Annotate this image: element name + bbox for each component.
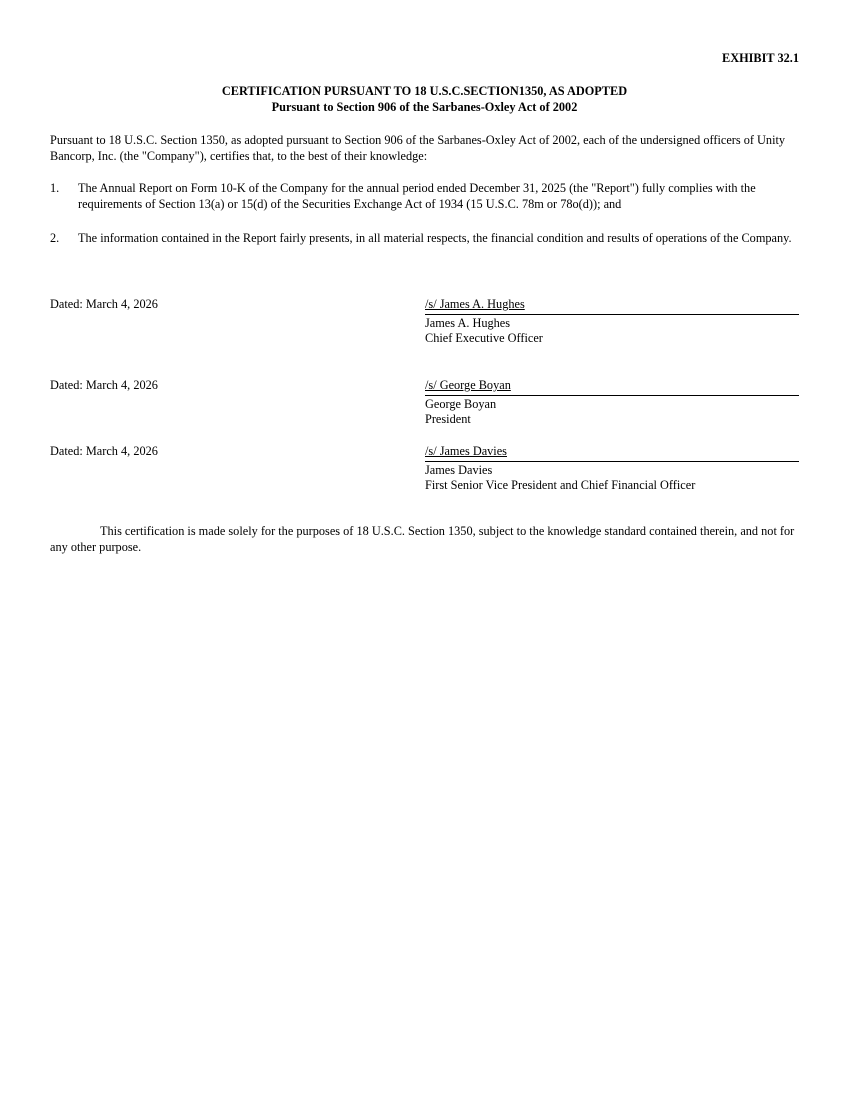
exhibit-label: EXHIBIT 32.1 xyxy=(722,51,799,65)
signer-name: James Davies xyxy=(425,462,493,477)
list-item-text: The Annual Report on Form 10-K of the Company for the annual period ended December 31, 2025 (the "Report") fully complies with the requirements of Section 13(a) or 15(d) of the Securities Exchange Act of 1934 (15 U.S.C. 78m or 78o(d)); and xyxy=(78,181,756,211)
dated-line-ceo: Dated: March 4, 2026 xyxy=(50,297,158,311)
signature-text: /s/ James A. Hughes xyxy=(425,297,525,311)
signature-text: /s/ George Boyan xyxy=(425,378,511,392)
list-item-number: 1. xyxy=(50,181,60,195)
dated-line-president: Dated: March 4, 2026 xyxy=(50,378,158,392)
list-item-2 xyxy=(50,231,802,247)
list-item-number: 2. xyxy=(50,231,60,245)
signature-block-cfo xyxy=(425,444,799,494)
signer-name: George Boyan xyxy=(425,396,497,411)
title-line-1: CERTIFICATION PURSUANT TO 18 U.S.C.SECTION1350, AS ADOPTED xyxy=(221,84,628,98)
intro-paragraph: Pursuant to 18 U.S.C. Section 1350, as adopted pursuant to Section 906 of the Sarbanes-Oxley Act of 2002, each of the undersigned officers of Unity Bancorp, Inc. (the "Company"), certifies that, to the best of their knowledge: xyxy=(50,133,786,163)
signer-title: Chief Executive Officer xyxy=(425,331,543,346)
signer-title: President xyxy=(425,412,471,427)
list-item-text: The information contained in the Report fairly presents, in all material respects, the financial condition and results of operations of the Company. xyxy=(78,231,792,245)
signature-block-ceo xyxy=(425,297,799,347)
signature-block-president xyxy=(425,378,799,428)
signature-line xyxy=(425,297,799,315)
signature-line xyxy=(425,444,799,462)
signer-title: First Senior Vice President and Chief Financial Officer xyxy=(425,478,696,493)
signature-text: /s/ James Davies xyxy=(425,444,507,458)
signature-line xyxy=(425,378,799,396)
document-title xyxy=(0,84,849,115)
title-line-2: Pursuant to Section 906 of the Sarbanes-Oxley Act of 2002 xyxy=(271,99,578,114)
dated-line-cfo: Dated: March 4, 2026 xyxy=(50,444,158,458)
closing-paragraph: This certification is made solely for the purposes of 18 U.S.C. Section 1350, subject to the knowledge standard contained therein, and not for any other purpose. xyxy=(50,524,795,554)
signer-name: James A. Hughes xyxy=(425,315,511,330)
list-item-1 xyxy=(50,181,802,212)
